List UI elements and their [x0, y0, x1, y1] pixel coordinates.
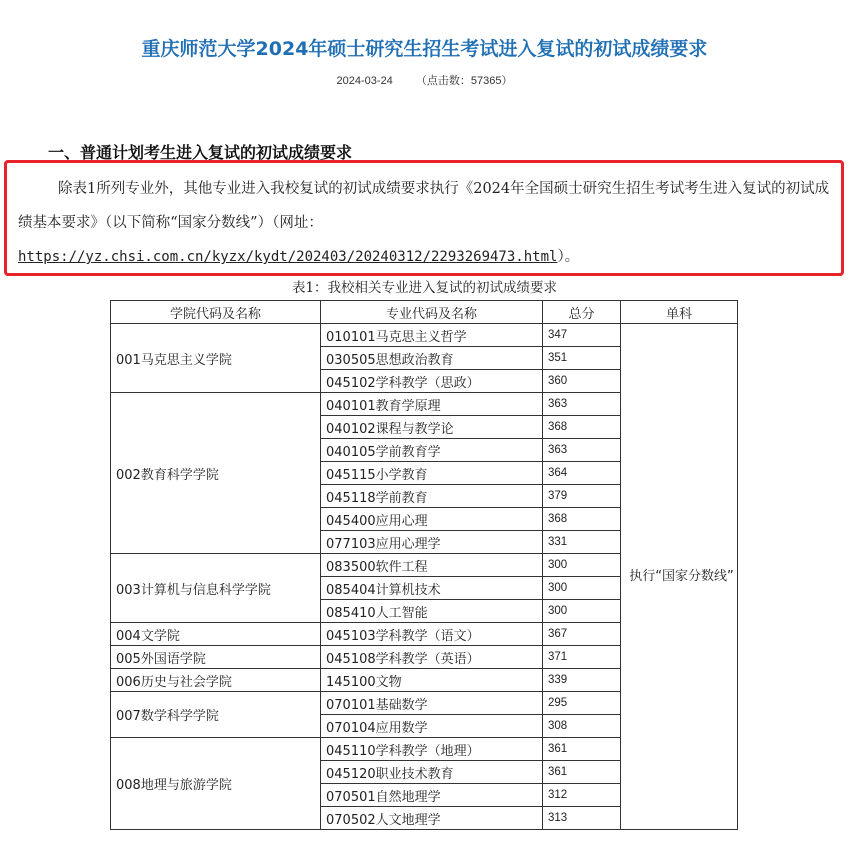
major-cell: 045400应用心理 [321, 508, 543, 531]
header-major: 专业代码及名称 [321, 301, 543, 324]
total-score-cell: 308 [543, 715, 621, 738]
header-total: 总分 [543, 301, 621, 324]
major-cell: 070502人文地理学 [321, 807, 543, 830]
major-cell: 045120职业技术教育 [321, 761, 543, 784]
major-cell: 083500软件工程 [321, 554, 543, 577]
major-cell: 040102课程与教学论 [321, 416, 543, 439]
total-score-cell: 295 [543, 692, 621, 715]
college-cell: 008地理与旅游学院 [111, 738, 321, 830]
total-score-cell: 368 [543, 416, 621, 439]
major-cell: 040101教育学原理 [321, 393, 543, 416]
total-score-cell: 364 [543, 462, 621, 485]
total-score-cell: 361 [543, 761, 621, 784]
section-heading: 一、普通计划考生进入复试的初试成绩要求 [48, 143, 353, 162]
total-score-cell: 339 [543, 669, 621, 692]
total-score-cell: 351 [543, 347, 621, 370]
major-cell: 045110学科教学（地理） [321, 738, 543, 761]
total-score-cell: 300 [543, 577, 621, 600]
major-cell: 070101基础数学 [321, 692, 543, 715]
total-score-cell: 363 [543, 393, 621, 416]
paragraph-tail: ）。 [557, 249, 580, 265]
table-body [111, 324, 738, 830]
major-cell: 085410人工智能 [321, 600, 543, 623]
header-college: 学院代码及名称 [111, 301, 321, 324]
college-cell: 004文学院 [111, 623, 321, 646]
single-subject-cell: 执行“国家分数线” [621, 324, 738, 830]
college-cell: 002教育科学学院 [111, 393, 321, 554]
major-cell: 045103学科教学（语文） [321, 623, 543, 646]
total-score-cell: 363 [543, 439, 621, 462]
major-cell: 030505思想政治教育 [321, 347, 543, 370]
major-cell: 045108学科教学（英语） [321, 646, 543, 669]
major-cell: 010101马克思主义哲学 [321, 324, 543, 347]
major-cell: 085404计算机技术 [321, 577, 543, 600]
major-cell: 040105学前教育学 [321, 439, 543, 462]
total-score-cell: 347 [543, 324, 621, 347]
click-count: （点击数：57365） [415, 75, 513, 87]
publish-date: 2024-03-24 [336, 75, 393, 87]
college-cell: 007数学科学学院 [111, 692, 321, 738]
total-score-cell: 313 [543, 807, 621, 830]
college-cell: 001马克思主义学院 [111, 324, 321, 393]
college-cell: 003计算机与信息科学学院 [111, 554, 321, 623]
major-cell: 070501自然地理学 [321, 784, 543, 807]
major-cell: 077103应用心理学 [321, 531, 543, 554]
total-score-cell: 360 [543, 370, 621, 393]
total-score-cell: 368 [543, 508, 621, 531]
major-cell: 045118学前教育 [321, 485, 543, 508]
total-score-cell: 312 [543, 784, 621, 807]
paragraph-text: 除表1所列专业外，其他专业进入我校复试的初试成绩要求执行《2024年全国硕士研究生招生考试考生进入复试的初试成绩基本要求》（以下简称“国家分数线”）（网址： [18, 181, 830, 231]
total-score-cell: 331 [543, 531, 621, 554]
header-single: 单科 [621, 301, 738, 324]
total-score-cell: 379 [543, 485, 621, 508]
page-title: 重庆师范大学2024年硕士研究生招生考试进入复试的初试成绩要求 [141, 38, 708, 60]
college-cell: 006历史与社会学院 [111, 669, 321, 692]
table-row [111, 324, 738, 347]
major-cell: 070104应用数学 [321, 715, 543, 738]
major-cell: 045102学科教学（思政） [321, 370, 543, 393]
reference-link[interactable]: https://yz.chsi.com.cn/kyzx/kydt/202403/20240312/2293269473.html [18, 249, 558, 265]
article-meta [0, 72, 849, 88]
college-cell: 005外国语学院 [111, 646, 321, 669]
major-cell: 145100文物 [321, 669, 543, 692]
major-cell: 045115小学教育 [321, 462, 543, 485]
total-score-cell: 367 [543, 623, 621, 646]
table-caption: 表1：我校相关专业进入复试的初试成绩要求 [291, 280, 558, 296]
total-score-cell: 371 [543, 646, 621, 669]
score-table [110, 300, 738, 830]
total-score-cell: 361 [543, 738, 621, 761]
total-score-cell: 300 [543, 600, 621, 623]
total-score-cell: 300 [543, 554, 621, 577]
intro-paragraph [18, 172, 830, 274]
table-header-row [111, 301, 738, 324]
